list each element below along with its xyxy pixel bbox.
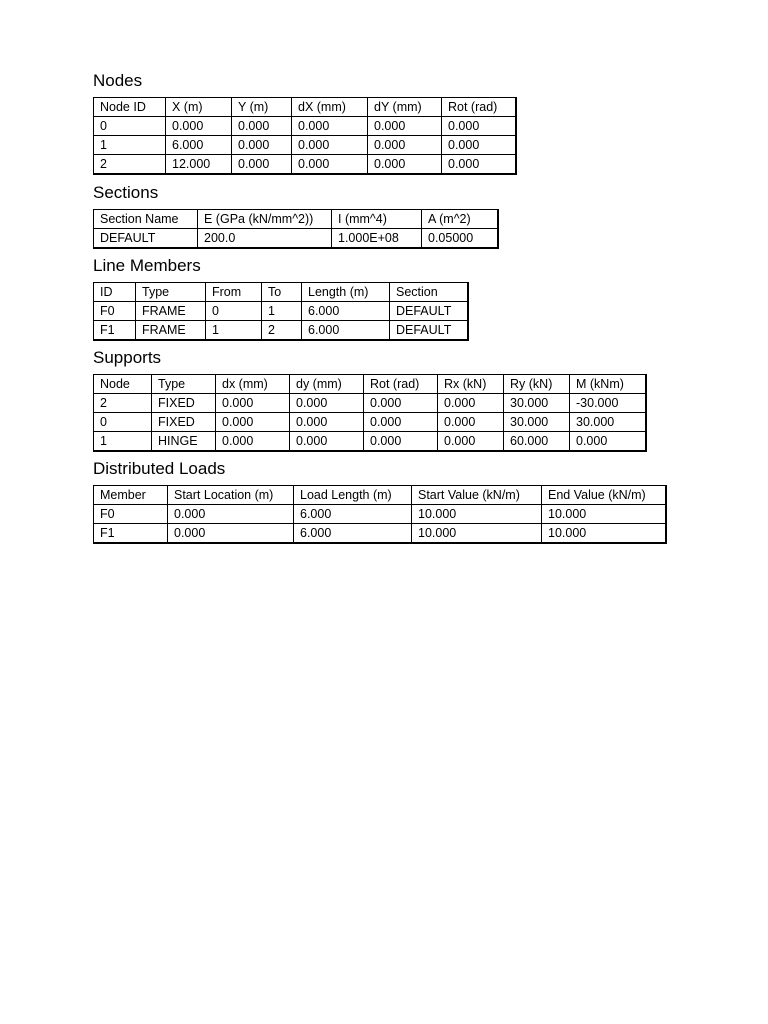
table-cell: 0.000 — [216, 394, 290, 413]
table-cell: 0.000 — [368, 155, 442, 175]
table-row — [94, 321, 468, 341]
table-cell: 6.000 — [302, 321, 390, 341]
table-cell: FRAME — [136, 302, 206, 321]
distributed-loads-table — [93, 485, 667, 544]
column-header: I (mm^4) — [332, 210, 422, 229]
table-cell: 0 — [94, 413, 152, 432]
table-header-row — [94, 283, 468, 302]
column-header: dX (mm) — [292, 98, 368, 117]
table-cell: 10.000 — [412, 505, 542, 524]
table-header-row — [94, 210, 498, 229]
table-cell: 10.000 — [542, 524, 666, 544]
section-title: Supports — [93, 348, 162, 367]
table-cell: 1 — [94, 136, 166, 155]
table-row — [94, 413, 646, 432]
column-header: Ry (kN) — [504, 375, 570, 394]
table-cell: 0.000 — [292, 136, 368, 155]
table-cell: 0.000 — [232, 136, 292, 155]
column-header: Rx (kN) — [438, 375, 504, 394]
column-header: A (m^2) — [422, 210, 498, 229]
table-cell: 0 — [206, 302, 262, 321]
table-header-row — [94, 98, 516, 117]
table-cell: 6.000 — [166, 136, 232, 155]
table-row — [94, 136, 516, 155]
column-header: dY (mm) — [368, 98, 442, 117]
column-header: To — [262, 283, 302, 302]
table-cell: 0.000 — [364, 432, 438, 452]
table-cell: 10.000 — [412, 524, 542, 544]
column-header: Node ID — [94, 98, 166, 117]
section-title: Sections — [93, 183, 159, 202]
table-cell: 0.000 — [438, 413, 504, 432]
table-cell: 30.000 — [504, 394, 570, 413]
column-header: Y (m) — [232, 98, 292, 117]
table-cell: 1 — [94, 432, 152, 452]
column-header: End Value (kN/m) — [542, 486, 666, 505]
column-header: dy (mm) — [290, 375, 364, 394]
table-cell: DEFAULT — [390, 321, 468, 341]
table-cell: 30.000 — [504, 413, 570, 432]
column-header: Rot (rad) — [364, 375, 438, 394]
column-header: ID — [94, 283, 136, 302]
table-cell: 30.000 — [570, 413, 646, 432]
column-header: Rot (rad) — [442, 98, 516, 117]
table-cell: 0.000 — [216, 432, 290, 452]
table-header-row — [94, 486, 666, 505]
nodes-table — [93, 97, 517, 175]
column-header: Type — [152, 375, 216, 394]
table-cell: FIXED — [152, 413, 216, 432]
table-cell: DEFAULT — [94, 229, 198, 249]
column-header: Start Location (m) — [168, 486, 294, 505]
table-cell: 0.000 — [442, 136, 516, 155]
line-members-table — [93, 282, 469, 341]
table-cell: 0.000 — [290, 413, 364, 432]
table-row — [94, 302, 468, 321]
table-row — [94, 155, 516, 175]
column-header: Node — [94, 375, 152, 394]
table-cell: 0.000 — [292, 117, 368, 136]
column-header: X (m) — [166, 98, 232, 117]
table-cell: 0.000 — [232, 117, 292, 136]
column-header: dx (mm) — [216, 375, 290, 394]
table-row — [94, 394, 646, 413]
table-cell: 0.000 — [168, 524, 294, 544]
column-header: From — [206, 283, 262, 302]
sections-table — [93, 209, 499, 249]
table-cell: 2 — [94, 155, 166, 175]
table-cell: 0.000 — [216, 413, 290, 432]
table-cell: -30.000 — [570, 394, 646, 413]
table-cell: FIXED — [152, 394, 216, 413]
table-cell: 1.000E+08 — [332, 229, 422, 249]
table-cell: FRAME — [136, 321, 206, 341]
table-cell: 2 — [262, 321, 302, 341]
table-cell: 6.000 — [294, 505, 412, 524]
column-header: E (GPa (kN/mm^2)) — [198, 210, 332, 229]
table-cell: 0.000 — [438, 394, 504, 413]
table-cell: 0.000 — [364, 413, 438, 432]
table-cell: 6.000 — [294, 524, 412, 544]
supports-table — [93, 374, 647, 452]
table-cell: 200.0 — [198, 229, 332, 249]
column-header: M (kNm) — [570, 375, 646, 394]
table-cell: 0.000 — [166, 117, 232, 136]
table-cell: 10.000 — [542, 505, 666, 524]
table-cell: 0.000 — [442, 155, 516, 175]
table-row — [94, 229, 498, 249]
table-cell: 0.000 — [364, 394, 438, 413]
table-cell: 0.000 — [442, 117, 516, 136]
table-cell: F1 — [94, 524, 168, 544]
table-cell: 0 — [94, 117, 166, 136]
table-row — [94, 432, 646, 452]
table-cell: 0.000 — [292, 155, 368, 175]
table-cell: 0.000 — [290, 432, 364, 452]
table-cell: 6.000 — [302, 302, 390, 321]
column-header: Type — [136, 283, 206, 302]
table-cell: 0.000 — [232, 155, 292, 175]
section-title: Nodes — [93, 71, 143, 90]
column-header: Member — [94, 486, 168, 505]
table-row — [94, 117, 516, 136]
table-row — [94, 505, 666, 524]
table-cell: 1 — [262, 302, 302, 321]
column-header: Load Length (m) — [294, 486, 412, 505]
table-cell: 0.000 — [290, 394, 364, 413]
table-cell: F0 — [94, 302, 136, 321]
table-cell: 0.000 — [368, 136, 442, 155]
table-row — [94, 524, 666, 544]
supports-section — [93, 348, 647, 452]
section-title: Line Members — [93, 256, 201, 275]
table-cell: 0.000 — [438, 432, 504, 452]
column-header: Section Name — [94, 210, 198, 229]
table-cell: 60.000 — [504, 432, 570, 452]
sections-section — [93, 183, 499, 249]
table-cell: 2 — [94, 394, 152, 413]
table-cell: 12.000 — [166, 155, 232, 175]
nodes-section — [93, 71, 517, 175]
column-header: Length (m) — [302, 283, 390, 302]
table-cell: F0 — [94, 505, 168, 524]
distributed-loads-section — [93, 459, 667, 544]
section-title: Distributed Loads — [93, 459, 226, 478]
table-cell: 0.000 — [570, 432, 646, 452]
column-header: Section — [390, 283, 468, 302]
table-cell: 1 — [206, 321, 262, 341]
table-header-row — [94, 375, 646, 394]
table-cell: 0.000 — [368, 117, 442, 136]
table-cell: 0.05000 — [422, 229, 498, 249]
column-header: Start Value (kN/m) — [412, 486, 542, 505]
table-cell: HINGE — [152, 432, 216, 452]
line-members-section — [93, 256, 469, 341]
table-cell: 0.000 — [168, 505, 294, 524]
table-cell: F1 — [94, 321, 136, 341]
table-cell: DEFAULT — [390, 302, 468, 321]
